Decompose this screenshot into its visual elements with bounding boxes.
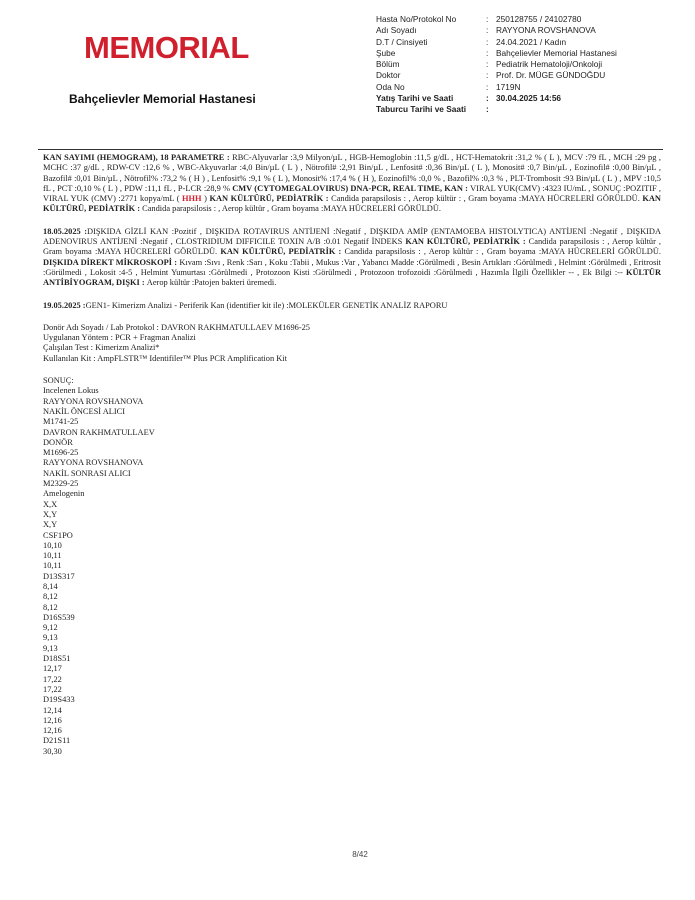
info-row bbox=[376, 14, 676, 25]
memorial-logo: MEMORIAL bbox=[84, 30, 249, 65]
info-value: Bahçelievler Memorial Hastanesi bbox=[496, 47, 617, 58]
result-line: 8,12 bbox=[43, 592, 58, 602]
info-row bbox=[376, 104, 676, 115]
info-label: Doktor bbox=[376, 70, 401, 81]
info-colon: : bbox=[486, 93, 489, 104]
result-line: X,Y bbox=[43, 509, 58, 519]
result-line: DONÖR bbox=[43, 437, 73, 447]
test-heading: DIŞKIDA DİREKT MİKROSKOPİ : bbox=[43, 257, 180, 267]
result-line: X,X bbox=[43, 499, 58, 509]
critical-flag: HHH bbox=[182, 194, 202, 204]
lab-results-section bbox=[43, 153, 661, 311]
info-label: Hasta No/Protokol No bbox=[376, 14, 457, 24]
test-heading: KAN KÜLTÜRÜ, PEDİATRİK : bbox=[43, 194, 661, 214]
info-row bbox=[376, 59, 676, 70]
info-value bbox=[496, 104, 676, 115]
info-value: 24.04.2021 / Kadın bbox=[496, 36, 567, 47]
info-label: Oda No bbox=[376, 81, 405, 92]
test-text: DIŞKIDA GİZLİ KAN :Pozitif , DIŞKIDA ROTAVIRUS ANTİJENİ :Negatif , DIŞKIDA AMİP (ENTAMOEBA HISTOLYTICA) ANTİJENİ :Negatif , DIŞKIDA ADENOVIRUS ANTİJENİ :Negatif , CLOSTRIDIUM DIFFICILE TOXIN A/B :0.01 Negatif İNDEKS bbox=[43, 226, 661, 247]
result-line: M2329-25 bbox=[43, 479, 79, 489]
info-colon: : bbox=[486, 104, 489, 115]
chimerism-result bbox=[43, 376, 661, 757]
header-divider bbox=[38, 149, 663, 150]
info-value: Pediatrik Hematoloji/Onkoloji bbox=[496, 59, 603, 70]
result-line: 17,22 bbox=[43, 674, 62, 684]
info-value: 1719N bbox=[496, 81, 521, 92]
result-lines bbox=[43, 386, 661, 757]
result-line: D19S433 bbox=[43, 695, 75, 705]
result-line: 12,14 bbox=[43, 705, 62, 715]
result-line: 12,17 bbox=[43, 664, 62, 674]
report-content bbox=[43, 153, 661, 757]
info-colon: : bbox=[486, 81, 489, 92]
info-colon: : bbox=[486, 14, 489, 24]
test-text: Candida parapsilosis : , Aerop kültür , Gram boyama :MAYA HÜCRELERİ GÖRÜLDÜ. bbox=[142, 204, 441, 214]
info-value: 30.04.2025 14:56 bbox=[496, 93, 562, 104]
test-text: Candida parapsilosis : , Aerop kültür : , Gram boyama :MAYA HÜCRELERİ GÖRÜLDÜ. bbox=[344, 247, 661, 257]
test-text: Aerop kültür :Patojen bakteri üremedi. bbox=[146, 278, 277, 288]
info-value: Prof. Dr. MÜGE GÜNDOĞDU bbox=[496, 70, 606, 81]
info-label: Taburcu Tarihi ve Saati bbox=[376, 104, 467, 115]
test-heading: CMV (CYTOMEGALOVIRUS) DNA-PCR, REAL TIME, KAN : bbox=[232, 183, 471, 193]
info-colon: : bbox=[486, 36, 489, 47]
info-row bbox=[376, 37, 676, 48]
test-heading: KAN KÜLTÜRÜ, PEDİATRİK : bbox=[209, 194, 332, 204]
info-label: Şube bbox=[376, 47, 396, 58]
result-line: D21S11 bbox=[43, 736, 71, 746]
test-heading: KAN SAYIMI (HEMOGRAM), 18 PARAMETRE : bbox=[43, 153, 233, 162]
result-line: D13S317 bbox=[43, 571, 75, 581]
result-line: 10,10 bbox=[43, 540, 62, 550]
info-row bbox=[376, 25, 676, 36]
test-text: Kıvam :Sıvı , Renk :Sarı , Koku :Tabii , Mukus :Var , Yabancı Madde :Görülmedi , Besin Artıkları :Görülmedi , Helmint :Görülmedi , Eritrosit :Görülmedi , Lokosit :4-5 , Helmint Yumurtası :Görülmedi , Protozoon Kisti :Görülmedi , Protozoon trofozoidi :Görülmedi , Hazımla İlgili Özellikler -- , Ek Bilgi :-- bbox=[43, 257, 661, 277]
info-label: Bölüm bbox=[376, 59, 400, 70]
test-text: GEN1- Kimerizm Analizi - Periferik Kan (identifier kit ile) :MOLEKÜLER GENETİK ANALİZ RAPORU bbox=[85, 300, 448, 310]
result-line: 10,11 bbox=[43, 551, 62, 561]
result-line: 8,14 bbox=[43, 581, 58, 591]
result-line: D18S51 bbox=[43, 654, 71, 664]
report-line: Çalışılan Test : Kimerizm Analizi* bbox=[43, 343, 160, 353]
result-line: 8,12 bbox=[43, 602, 58, 612]
test-heading: KAN KÜLTÜRÜ, PEDİATRİK : bbox=[405, 237, 529, 247]
result-line: 30,30 bbox=[43, 746, 62, 756]
result-line: NAKİL ÖNCESİ ALICI bbox=[43, 406, 126, 416]
chimerism-report-meta bbox=[43, 323, 661, 364]
report-line: Uygulanan Yöntem : PCR + Fragman Analizi bbox=[43, 333, 196, 343]
info-colon: : bbox=[486, 59, 489, 70]
info-row bbox=[376, 82, 676, 93]
lab-paragraph bbox=[43, 227, 661, 289]
test-heading: 18.05.2025 : bbox=[43, 226, 88, 236]
test-text: Candida parapsilosis : , Aerop kültür , Gram boyama :MAYA HÜCRELERİ GÖRÜLDÜ. bbox=[43, 237, 661, 257]
patient-info-block bbox=[376, 14, 676, 116]
result-line: 12,16 bbox=[43, 726, 62, 736]
test-heading: KÜLTÜR ANTİBİYOGRAM, DIŞKI : bbox=[43, 267, 661, 288]
result-line: RAYYONA ROVSHANOVA bbox=[43, 396, 144, 406]
hospital-name: Bahçelievler Memorial Hastanesi bbox=[69, 92, 256, 106]
result-line: X,Y bbox=[43, 520, 58, 530]
result-line: D16S539 bbox=[43, 612, 75, 622]
result-line: 10,11 bbox=[43, 561, 62, 571]
result-line: 9,13 bbox=[43, 643, 58, 653]
report-line: Kullanılan Kit : AmpFLSTR™ Identifiler™ Plus PCR Amplification Kit bbox=[43, 353, 287, 363]
info-label: Adı Soyadı bbox=[376, 25, 417, 36]
test-text: ) bbox=[201, 194, 210, 204]
info-colon: : bbox=[486, 70, 489, 81]
test-text: VIRAL YUK(CMV) :4323 IU/mL , SONUÇ :POZITIF , VIRAL YUK (CMV) :2771 kopya/mL ( bbox=[43, 183, 661, 204]
test-text: Candida parapsilosis : , Aerop kültür : , Gram boyama :MAYA HÜCRELERİ GÖRÜLDÜ. bbox=[331, 194, 643, 204]
info-label: Yatış Tarihi ve Saati bbox=[376, 93, 454, 104]
result-title: SONUÇ: bbox=[43, 376, 74, 386]
lab-paragraph bbox=[43, 153, 661, 215]
info-colon: : bbox=[486, 25, 489, 36]
result-line: 12,16 bbox=[43, 715, 62, 725]
test-text: RBC-Alyuvarlar :3,9 Milyon/µL , HGB-Hemoglobin :11,5 g/dL , HCT-Hematokrit :31,2 % ( L ), MCV :79 fL , MCH :29 pg , MCHC :37 g/dL , RDW-CV :12,6 % , WBC-Akyuvarlar :4,0 Bin/µL ( L ) , Nötrofil# :2,91 Bin/µL , Lenfosit# :0,36 Bin/µL ( L ), Monosit# :0,7 Bin/µL , Eozinofil# :0,00 Bin/µL , Bazofil# :0,01 Bin/µL , Nötrofil% :73,2 % ( H ) , Lenfosit% :9,1 % ( L ), Monosit% :17,4 % ( H ), Eozinofil% :0,0 % , Bazofil% :0,3 % , PLT-Trombosit :93 Bin/µL ( L ) , MPV :10,5 fL , PCT :0,10 % ( L ) , PDW :11,1 fL , P-LCR :28,9 % bbox=[43, 153, 661, 193]
test-heading: 19.05.2025 : bbox=[43, 300, 86, 310]
info-row bbox=[376, 48, 676, 59]
result-line: 9,12 bbox=[43, 623, 58, 633]
info-value: RAYYONA ROVSHANOVA bbox=[496, 25, 596, 36]
result-line: 9,13 bbox=[43, 633, 58, 643]
report-line: Donör Adı Soyadı / Lab Protokol : DAVRON RAKHMATULLAEV M1696-25 bbox=[43, 322, 310, 332]
result-line: RAYYONA ROVSHANOVA bbox=[43, 458, 144, 468]
result-line: 17,22 bbox=[43, 684, 62, 694]
result-line: DAVRON RAKHMATULLAEV bbox=[43, 427, 155, 437]
result-line: M1741-25 bbox=[43, 417, 79, 427]
info-colon: : bbox=[486, 47, 489, 58]
result-line: Incelenen Lokus bbox=[43, 386, 99, 396]
result-line: M1696-25 bbox=[43, 448, 79, 458]
page-number: 8/42 bbox=[352, 850, 368, 859]
info-row bbox=[376, 70, 676, 81]
info-label: D.T / Cinsiyeti bbox=[376, 36, 428, 47]
result-line: NAKİL SONRASI ALICI bbox=[43, 468, 131, 478]
result-line: Amelogenin bbox=[43, 489, 85, 499]
result-line: CSF1PO bbox=[43, 530, 73, 540]
info-value: 250128755 / 24102780 bbox=[496, 14, 582, 24]
lab-paragraph bbox=[43, 301, 661, 311]
info-row bbox=[376, 93, 676, 104]
test-heading: KAN KÜLTÜRÜ, PEDİATRİK : bbox=[220, 247, 345, 257]
